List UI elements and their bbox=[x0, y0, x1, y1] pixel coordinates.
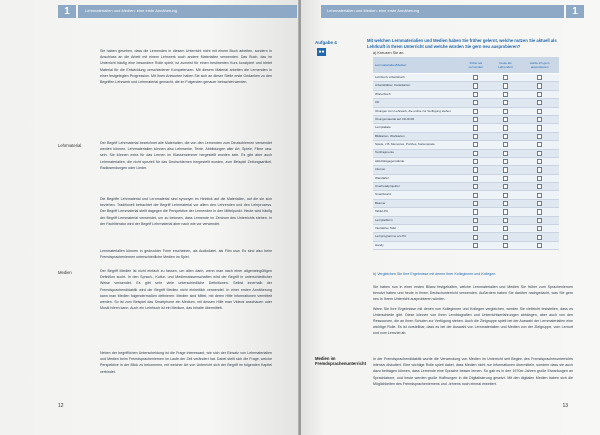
media-item-label: Internet bbox=[373, 166, 461, 174]
checkbox-cell bbox=[520, 166, 559, 174]
media-item-label: Tablet-PC bbox=[373, 208, 461, 216]
checkbox[interactable] bbox=[503, 134, 508, 139]
checkbox-cell bbox=[491, 115, 520, 123]
checkbox-cell bbox=[461, 208, 491, 216]
media-item-label: Textfragmente bbox=[373, 149, 461, 157]
checkbox[interactable] bbox=[473, 100, 478, 105]
checkbox-cell bbox=[491, 174, 520, 182]
table-row bbox=[373, 208, 559, 216]
checkbox[interactable] bbox=[537, 100, 542, 105]
checkbox[interactable] bbox=[503, 167, 508, 172]
checkbox-cell bbox=[461, 191, 491, 199]
checkbox[interactable] bbox=[537, 201, 542, 206]
checkbox[interactable] bbox=[537, 109, 542, 114]
checkbox-cell bbox=[461, 241, 491, 249]
media-item-label: CD bbox=[373, 99, 461, 107]
checkbox[interactable] bbox=[503, 201, 508, 206]
table-header-row bbox=[373, 57, 559, 74]
pair-work-icon: ●● bbox=[318, 49, 325, 55]
paragraph: Sie haben nun in einer ersten Bilanz festgehalten, welche Lernmaterialien und Medien Sie früher zum Sprachenlernen benutzt haben und heute in Ihrem Deutschunterricht verwenden. Außerdem haben Sie darüber nachgedacht, was Sie gern neu in Ihrem Unterricht ausprobieren würden. bbox=[373, 285, 573, 302]
media-item-label: Wörterbuch bbox=[373, 90, 461, 98]
media-item-label: Lernplattform bbox=[373, 216, 461, 224]
checkbox[interactable] bbox=[473, 235, 478, 240]
checkbox-cell bbox=[491, 225, 520, 233]
checkbox[interactable] bbox=[473, 109, 478, 114]
checkbox-cell bbox=[491, 166, 520, 174]
left-page bbox=[0, 0, 299, 435]
right-text-block-1 bbox=[373, 284, 573, 340]
checkbox-cell bbox=[520, 199, 559, 207]
media-item-label: Handy bbox=[373, 241, 461, 249]
checkbox[interactable] bbox=[503, 159, 508, 164]
checkbox-cell bbox=[520, 107, 559, 115]
checkbox-cell bbox=[461, 225, 491, 233]
media-item-label: Spiele, z.B. Memories, Puzzles, Kartenspiele bbox=[373, 141, 461, 149]
checkbox-cell bbox=[520, 141, 559, 149]
checkbox[interactable] bbox=[503, 209, 508, 214]
checkbox-cell bbox=[520, 174, 559, 182]
left-header bbox=[0, 0, 299, 22]
checkbox[interactable] bbox=[503, 142, 508, 147]
checkbox-cell bbox=[461, 141, 491, 149]
checkbox[interactable] bbox=[503, 226, 508, 231]
checkbox[interactable] bbox=[537, 167, 542, 172]
checkbox-cell bbox=[461, 99, 491, 107]
checkbox[interactable] bbox=[473, 151, 478, 156]
table-row bbox=[373, 183, 559, 191]
checkbox-cell bbox=[461, 166, 491, 174]
header-title: Lehrmaterialien und Medien: eine erste Annäherung bbox=[327, 8, 420, 13]
media-item-label: Lernplakate bbox=[373, 124, 461, 132]
checkbox[interactable] bbox=[503, 83, 508, 88]
checkbox[interactable] bbox=[537, 159, 542, 164]
task-part-a: a) Kreuzen Sie an. bbox=[373, 51, 405, 55]
margin-label-medien-fsu: Medien im Fremdsprachenunterricht bbox=[315, 356, 366, 366]
paragraph: Neben der begrifflichen Unterscheidung ist die Frage interessant, wie sich der Einsatz von Lehrmaterialien und Medien beim Fremdsprachenlernen im Laufe der Zeit verändert hat. Dabei stellt sich die Frage, welche Perspektive in der Blick zu bekommen, mit welcher Art von Unterricht sich der Begriff im folgenden Kapitel verbindet. bbox=[100, 351, 272, 374]
media-item-label: Übungsmaterial auf CD-ROM bbox=[373, 115, 461, 123]
checkbox[interactable] bbox=[473, 201, 478, 206]
left-text-block-4 bbox=[100, 248, 272, 263]
checkbox[interactable] bbox=[503, 243, 508, 248]
checkbox[interactable] bbox=[503, 75, 508, 80]
column-header: heute als Lehrende/r bbox=[491, 57, 520, 74]
checkbox-cell bbox=[491, 74, 520, 82]
checkbox[interactable] bbox=[537, 226, 542, 231]
checkbox-cell bbox=[461, 132, 491, 140]
task-question: Mit welchen Lernmaterialien und Medien haben Sie früher gelernt, welche nutzen Sie aktuell als Lehrkraft in Ihrem Unterricht und welche würden Sie gern neu ausprobieren? bbox=[367, 38, 557, 49]
checkbox[interactable] bbox=[473, 243, 478, 248]
table-row bbox=[373, 74, 559, 82]
checkbox[interactable] bbox=[503, 117, 508, 122]
checkbox[interactable] bbox=[473, 83, 478, 88]
paragraph: Die Begriffe Lehrmaterial und Lernmaterial sind synonym im Hinblick auf die Materialien, auf die sie sich beziehen. Traditionell betrachtet der Begriff Lehrmaterial vor allem den Lehrenden und den Lehrprozess. Der Begriff Lernmaterial stellt dagegen die Perspektive der Lernenden in den Mittelpunkt. Heute wird häufig der Begriff Lernmaterial verwendet, um zu betonen, dass Lernende im Zentrum des Unterrichts stehen. In der Fachliteratur wird der Begriff Lehrmaterial aber nach wie vor verwendet. bbox=[100, 197, 272, 226]
media-item-label: Arbeitsblätter, Karteikarten bbox=[373, 82, 461, 90]
paragraph: Der Begriff Medien ist nicht einfach zu fassen, um allen darin, wenn man nach einer allgemeingültigen Definition sucht. In den Sprach-, Kultur- und Medienwissenschaften wird der Begriff in unterschiedlicher Weise verwendet. Es gibt sehr viele unterschiedliche Definitionen. Selbst innerhalb der Fremdsprachendidaktik wird der Begriff Medien nicht einheitlich verwendet. In einer ersten Annäherung kann man Medien folgendermaßen definieren: Medien sind Mittel, mit deren Hilfe Informationen vermittelt werden. So ist zum Beispiel das Smartphone ein Medium, mit dessen Hilfe man Videos anschauen oder Musik hören kann. Auch ein Lehrbuch ist ein Medium, das Inhalte übermittelt. bbox=[100, 269, 272, 311]
table-row bbox=[373, 225, 559, 233]
checkbox-cell bbox=[461, 90, 491, 98]
media-item-label: Overheadprojektor bbox=[373, 183, 461, 191]
checkbox[interactable] bbox=[473, 184, 478, 189]
page-number: 13 bbox=[562, 403, 568, 409]
left-text-block-3 bbox=[100, 196, 272, 230]
media-checklist-table bbox=[373, 57, 559, 250]
media-item-label: Aktivitätsgegenstände bbox=[373, 157, 461, 165]
paragraph: Der Begriff Lehrmaterial bezeichnet alle Materialien, die von den Lernenden zum Deutschlernen verwendet werden können. Lehrmaterialien können also Lehrwerke, Texte, Abbildungen aller Art, Spiele, Filme usw. sein. Sie können extra für das Lernen im Klassenzimmer hergestellt worden sein. Es gibt aber auch Lehrmaterialien, die nicht speziell für das Deutschlernen hergestellt wurden, zum Beispiel Zeitungsartikel, Radiosendungen oder Lieder. bbox=[100, 141, 272, 170]
checkbox-cell bbox=[520, 208, 559, 216]
checkbox-cell bbox=[520, 233, 559, 241]
checkbox-cell bbox=[461, 74, 491, 82]
checkbox-cell bbox=[520, 99, 559, 107]
checkbox-cell bbox=[520, 124, 559, 132]
table-row bbox=[373, 174, 559, 182]
table-row bbox=[373, 233, 559, 241]
checkbox[interactable] bbox=[537, 117, 542, 122]
margin-label-lehrmaterial: Lehrmaterial bbox=[58, 143, 82, 148]
media-item-label: Smartboard bbox=[373, 191, 461, 199]
media-item-label: Lernprogramme am PC bbox=[373, 233, 461, 241]
chapter-number: 1 bbox=[58, 5, 76, 18]
right-header bbox=[301, 0, 600, 22]
checkbox[interactable] bbox=[503, 92, 508, 97]
column-header: Lernmaterialien/Medien bbox=[373, 57, 461, 74]
paragraph: In der Fremdsprachendidaktik wurde die Verwendung von Medien im Unterricht seit Beginn des Fremdsprachenunterrichts intensiv diskutiert. Eine wichtige Rolle spielt dabei, dass Medien nicht nur Informationen übermitteln, sondern dass sie auch dazu beitragen können, dass Lernende eine Sprache besser lernen. So gab es in den 1970er-Jahren große Erwartungen an Sprachlabore, und heute werden große Hoffnungen in die Digitalisierung gesetzt. Mit den digitalen Medien haben sich die Möglichkeiten des Fremdsprachenlernens und -lehrens noch einmal erweitert. bbox=[373, 357, 573, 386]
page-number: 12 bbox=[58, 403, 64, 409]
checkbox[interactable] bbox=[473, 117, 478, 122]
checkbox[interactable] bbox=[503, 184, 508, 189]
checkbox-cell bbox=[491, 82, 520, 90]
checkbox-cell bbox=[520, 191, 559, 199]
column-header: würde ich gern ausprobieren bbox=[520, 57, 559, 74]
checkbox-cell bbox=[491, 132, 520, 140]
checkbox[interactable] bbox=[503, 151, 508, 156]
checkbox[interactable] bbox=[537, 184, 542, 189]
table-row bbox=[373, 141, 559, 149]
checkbox-cell bbox=[461, 183, 491, 191]
table-row bbox=[373, 107, 559, 115]
table-row bbox=[373, 199, 559, 207]
checkbox-cell bbox=[461, 233, 491, 241]
checkbox[interactable] bbox=[537, 142, 542, 147]
checkbox[interactable] bbox=[473, 159, 478, 164]
checkbox-cell bbox=[520, 216, 559, 224]
checkbox[interactable] bbox=[503, 176, 508, 181]
table-row bbox=[373, 115, 559, 123]
task-part-b: b) Vergleichen Sie Ihre Ergebnisse mit denen Ihrer Kolleginnen und Kollegen. bbox=[373, 272, 497, 276]
checkbox[interactable] bbox=[537, 235, 542, 240]
checkbox-cell bbox=[520, 82, 559, 90]
table-row bbox=[373, 216, 559, 224]
checkbox-cell bbox=[520, 90, 559, 98]
table-row bbox=[373, 82, 559, 90]
checkbox[interactable] bbox=[473, 75, 478, 80]
checkbox[interactable] bbox=[537, 176, 542, 181]
media-item-label: Lehrbuch, Arbeitsbuch bbox=[373, 74, 461, 82]
checkbox-cell bbox=[491, 216, 520, 224]
right-text-block-2 bbox=[373, 356, 573, 390]
media-item-label: Übungen zum Lehrwerk, die online zur Verfügung stehen bbox=[373, 107, 461, 115]
checkbox-cell bbox=[491, 149, 520, 157]
checkbox-cell bbox=[491, 241, 520, 249]
media-item-label: Interaktive Tafel bbox=[373, 225, 461, 233]
checkbox[interactable] bbox=[503, 109, 508, 114]
checkbox[interactable] bbox=[473, 125, 478, 130]
checkbox-cell bbox=[491, 124, 520, 132]
checkbox-cell bbox=[461, 174, 491, 182]
left-text-block-6 bbox=[100, 350, 272, 378]
left-text-block-5 bbox=[100, 268, 272, 314]
checkbox[interactable] bbox=[473, 167, 478, 172]
task-label: Aufgabe 4 bbox=[315, 40, 337, 45]
checkbox[interactable] bbox=[503, 235, 508, 240]
checkbox-cell bbox=[491, 199, 520, 207]
checkbox-cell bbox=[461, 157, 491, 165]
paragraph: Wenn Sie Ihre Ergebnisse mit denen von Kolleginnen und Kollegen vergleichen, werden Sie vielleicht feststellen, dass es Unterschiede gibt. Diese können von Ihren Lernbiografien und Unterrichtserfahrungen abhängen, aber auch von den Ressourcen, die an Ihren Schulen zur Verfügung stehen. Auch die Zielgruppe spielt bei der Auswahl der Lernmaterialien eine wichtige Rolle. Es ist vorstellbar, dass es bei der Auswahl von Lernmaterialien und Medien von der Zielgruppe, vom Lernort und vom Lernziel ab. bbox=[373, 306, 573, 336]
table-row bbox=[373, 149, 559, 157]
checkbox[interactable] bbox=[537, 125, 542, 130]
checkbox[interactable] bbox=[473, 226, 478, 231]
table-row bbox=[373, 99, 559, 107]
checkbox[interactable] bbox=[473, 176, 478, 181]
checkbox-cell bbox=[491, 208, 520, 216]
table-row bbox=[373, 241, 559, 249]
checkbox[interactable] bbox=[537, 134, 542, 139]
media-item-label: Wandtafel bbox=[373, 174, 461, 182]
table-row bbox=[373, 191, 559, 199]
checkbox[interactable] bbox=[503, 218, 508, 223]
checkbox[interactable] bbox=[537, 243, 542, 248]
paragraph: Lernmaterialien können in gedruckter Form erscheinen, als Audiodatei, als Film usw. Es sind also beim Fremdsprachenlernen unterschiedliche Medien im Spiel. bbox=[100, 249, 272, 260]
table-body bbox=[373, 74, 559, 250]
checkbox-cell bbox=[461, 115, 491, 123]
header-title: Lehrmaterialien und Medien: eine erste Annäherung bbox=[85, 8, 178, 13]
checkbox[interactable] bbox=[537, 83, 542, 88]
checkbox[interactable] bbox=[537, 92, 542, 97]
checkbox[interactable] bbox=[473, 92, 478, 97]
task-part-b-block bbox=[373, 271, 573, 280]
media-item-label: Bildkarten, Wortkarten bbox=[373, 132, 461, 140]
table-row bbox=[373, 132, 559, 140]
checkbox-cell bbox=[461, 199, 491, 207]
media-item-label: Beamer bbox=[373, 199, 461, 207]
checkbox[interactable] bbox=[537, 151, 542, 156]
table-row bbox=[373, 124, 559, 132]
checkbox[interactable] bbox=[473, 209, 478, 214]
checkbox-cell bbox=[491, 90, 520, 98]
left-text-block-1 bbox=[100, 48, 272, 88]
checkbox-cell bbox=[491, 141, 520, 149]
checkbox[interactable] bbox=[503, 100, 508, 105]
table-row bbox=[373, 90, 559, 98]
checkbox-cell bbox=[491, 183, 520, 191]
checkbox-cell bbox=[520, 74, 559, 82]
checkbox-cell bbox=[520, 115, 559, 123]
checkbox[interactable] bbox=[503, 193, 508, 198]
chapter-number: 1 bbox=[566, 5, 584, 18]
checkbox[interactable] bbox=[473, 193, 478, 198]
checkbox-cell bbox=[520, 157, 559, 165]
checkbox-cell bbox=[461, 82, 491, 90]
checkbox-cell bbox=[461, 124, 491, 132]
checkbox-cell bbox=[461, 216, 491, 224]
checkbox[interactable] bbox=[503, 125, 508, 130]
checkbox[interactable] bbox=[537, 193, 542, 198]
checkbox-cell bbox=[491, 99, 520, 107]
checkbox-cell bbox=[461, 149, 491, 157]
table-row bbox=[373, 157, 559, 165]
checkbox-cell bbox=[491, 157, 520, 165]
checkbox-cell bbox=[491, 107, 520, 115]
checkbox[interactable] bbox=[537, 75, 542, 80]
checkbox-cell bbox=[491, 233, 520, 241]
checkbox-cell bbox=[520, 225, 559, 233]
checkbox-cell bbox=[520, 132, 559, 140]
checkbox[interactable] bbox=[473, 218, 478, 223]
margin-label-medien: Medien bbox=[58, 270, 72, 275]
left-text-block-2 bbox=[100, 140, 272, 174]
right-page bbox=[301, 0, 600, 435]
checkbox-cell bbox=[461, 107, 491, 115]
checkbox[interactable] bbox=[537, 218, 542, 223]
checkbox-cell bbox=[520, 241, 559, 249]
table-row bbox=[373, 166, 559, 174]
checkbox-cell bbox=[491, 191, 520, 199]
checkbox[interactable] bbox=[537, 209, 542, 214]
paragraph: Sie haben gesehen, dass die Lernenden in diesem Unterricht nicht mit einem Buch arbeiten, sondern in Anschluss an die Arbeit mit einem Lehrwerk auch andere Materialien verwenden. Das Buch, das im Unterricht häufig eine besondere Rolle spielt, ist zumeist für einen bestimmten Kurs konzipiert und bietet Material für die Entwicklung verschiedener Kompetenzen. Mit diesem Material arbeiten die Lernenden in einer festgelegten Progression. Mit Ihren Antworten haben Sie sich an dieser Stelle erste Gedanken zu den Begriffen Lehrwerk und Lehrmaterial gemacht, die im Folgenden genauer betrachtet werden. bbox=[100, 49, 272, 85]
checkbox-cell bbox=[520, 183, 559, 191]
checkbox[interactable] bbox=[473, 142, 478, 147]
checkbox-cell bbox=[520, 149, 559, 157]
checkbox[interactable] bbox=[473, 134, 478, 139]
column-header: früher als Lernende/r bbox=[461, 57, 491, 74]
